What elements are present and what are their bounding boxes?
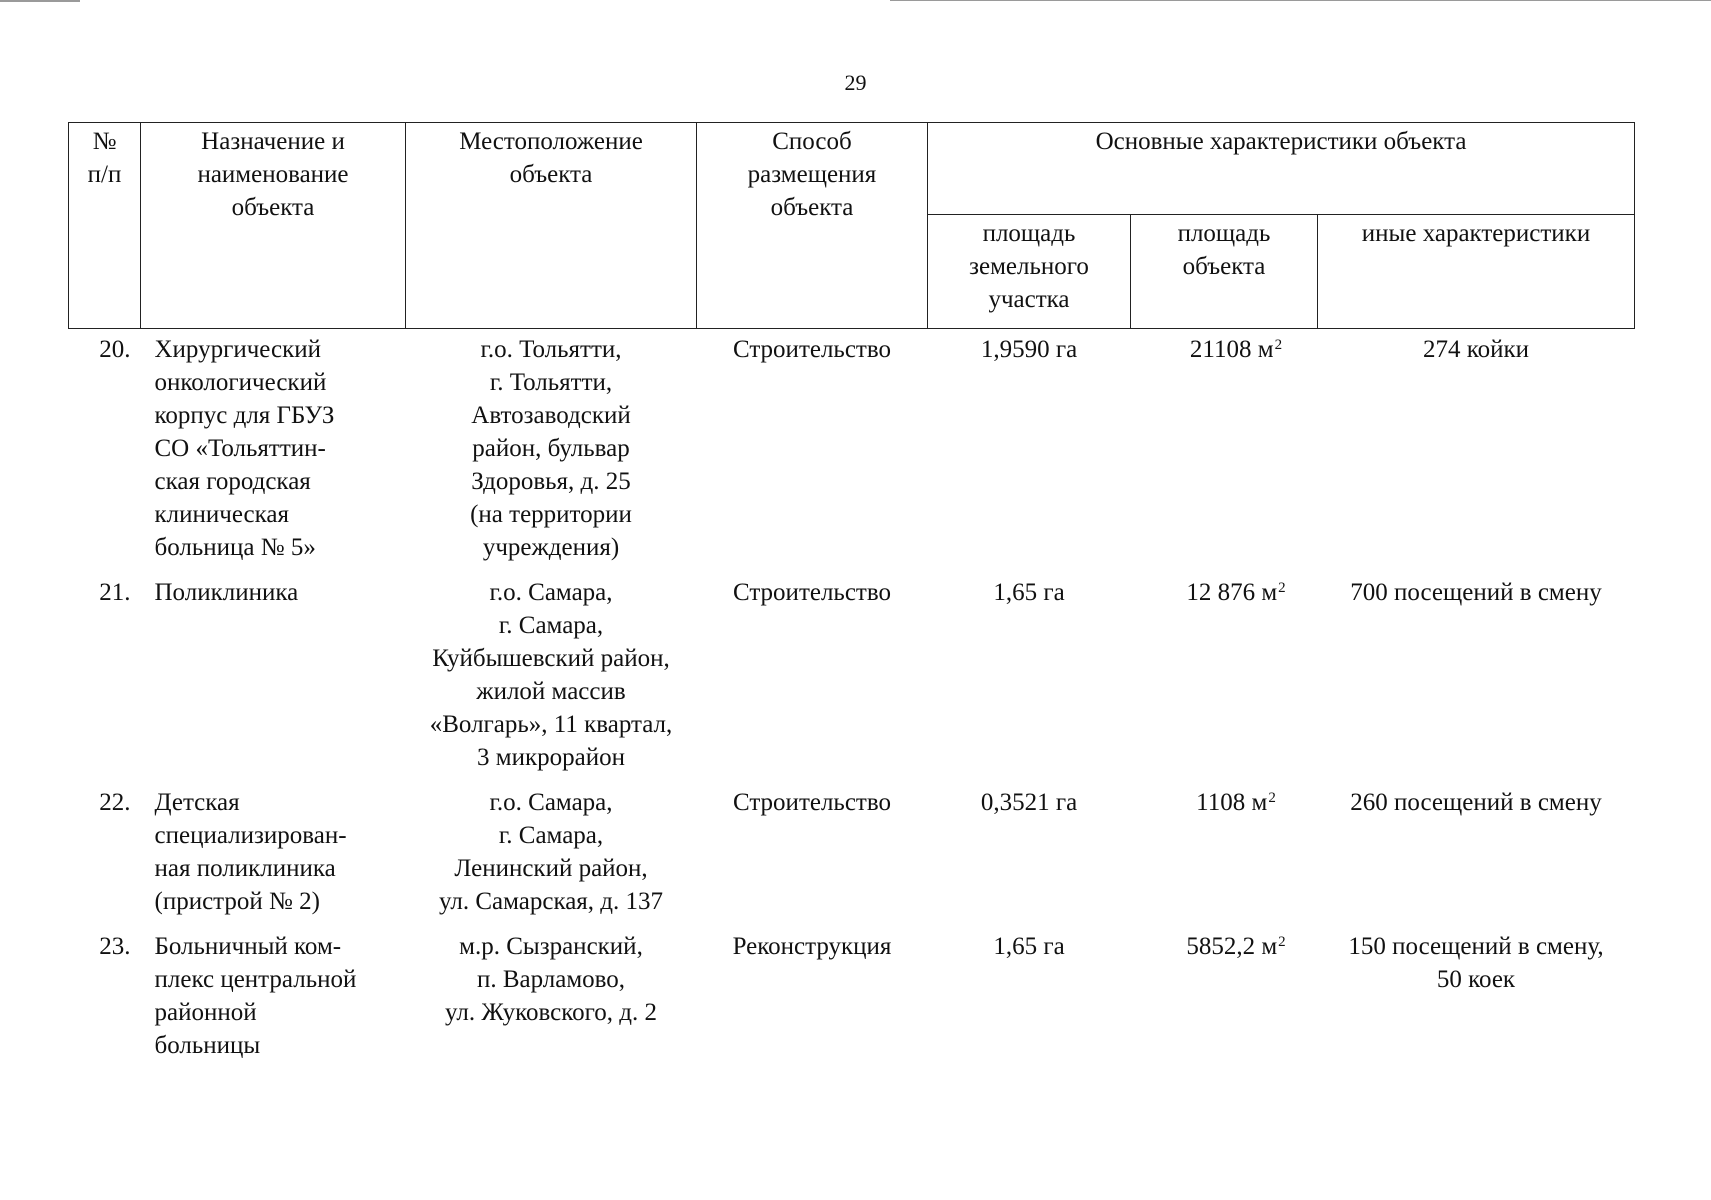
row-location: м.р. Сызранский, п. Варламово, ул. Жуковского, д. 2: [445, 933, 657, 1026]
top-scan-line: [890, 0, 1711, 1]
header-method: Способ размещения объекта: [697, 123, 928, 329]
row-method: Строительство: [732, 579, 891, 606]
header-land-area: площадь земельного участка: [928, 215, 1131, 329]
object-area-value: 1108 м: [1196, 789, 1268, 816]
objects-table: [68, 122, 1635, 1072]
row-other: 274 койки: [1422, 336, 1530, 363]
header-object-area: площадь объекта: [1131, 215, 1318, 329]
row-method: Реконструкция: [732, 933, 892, 960]
table-row: [69, 329, 1635, 575]
table-row: [69, 784, 1635, 928]
top-scan-line: [0, 0, 80, 2]
object-area-value: 5852,2 м: [1186, 933, 1278, 960]
table-row: [69, 928, 1635, 1072]
row-land-area: 1,65 га: [993, 933, 1065, 960]
row-num: 23.: [99, 933, 131, 960]
row-other: 700 посещений в смену: [1350, 579, 1602, 606]
row-location: г.о. Самара, г. Самара, Куйбышевский район, жилой массив «Волгарь», 11 квартал, 3 микрорайон: [429, 579, 673, 771]
row-num: 21.: [99, 579, 131, 606]
row-name: Больничный ком- плекс центральной районной больницы: [154, 933, 357, 1059]
header-main-characteristics: Основные характеристики объекта: [928, 123, 1635, 215]
header-location: Местоположение объекта: [406, 123, 697, 329]
header-other: иные характеристики: [1318, 215, 1635, 329]
row-land-area: 1,65 га: [993, 579, 1065, 606]
row-land-area: 0,3521 га: [980, 789, 1078, 816]
table-header: [69, 123, 1635, 329]
row-object-area: [1131, 574, 1318, 784]
row-object-area: [1131, 928, 1318, 1072]
row-other: 150 посещений в смену, 50 коек: [1348, 933, 1604, 993]
table-row: [69, 574, 1635, 784]
object-area-exponent: 2: [1278, 934, 1286, 950]
row-name: Хирургический онкологический корпус для ГБУЗ СО «Тольяттин- ская городская клиническая больница № 5»: [154, 336, 335, 561]
row-object-area: [1131, 784, 1318, 928]
table-body: [69, 329, 1635, 1073]
header-num: № п/п: [69, 123, 141, 329]
row-name: Поликлиника: [154, 579, 299, 606]
object-area-value: 12 876 м: [1186, 579, 1278, 606]
row-other: 260 посещений в смену: [1350, 789, 1602, 816]
row-land-area: 1,9590 га: [980, 336, 1078, 363]
object-area-exponent: 2: [1268, 790, 1276, 806]
row-location: г.о. Тольятти, г. Тольятти, Автозаводский район, бульвар Здоровья, д. 25 (на территории учреждения): [470, 336, 632, 561]
row-method: Строительство: [732, 336, 891, 363]
object-area-value: 21108 м: [1189, 336, 1274, 363]
object-area-exponent: 2: [1274, 337, 1283, 353]
row-method: Строительство: [732, 789, 891, 816]
row-num: 20.: [99, 336, 131, 363]
page-number: 29: [844, 70, 867, 95]
header-name: Назначение и наименование объекта: [141, 123, 406, 329]
object-area-exponent: 2: [1278, 580, 1286, 596]
row-location: г.о. Самара, г. Самара, Ленинский район, ул. Самарская, д. 137: [438, 789, 664, 915]
row-num: 22.: [99, 789, 131, 816]
row-object-area: [1131, 329, 1318, 575]
row-name: Детская специализирован- ная поликлиника (пристрой № 2): [154, 789, 347, 915]
